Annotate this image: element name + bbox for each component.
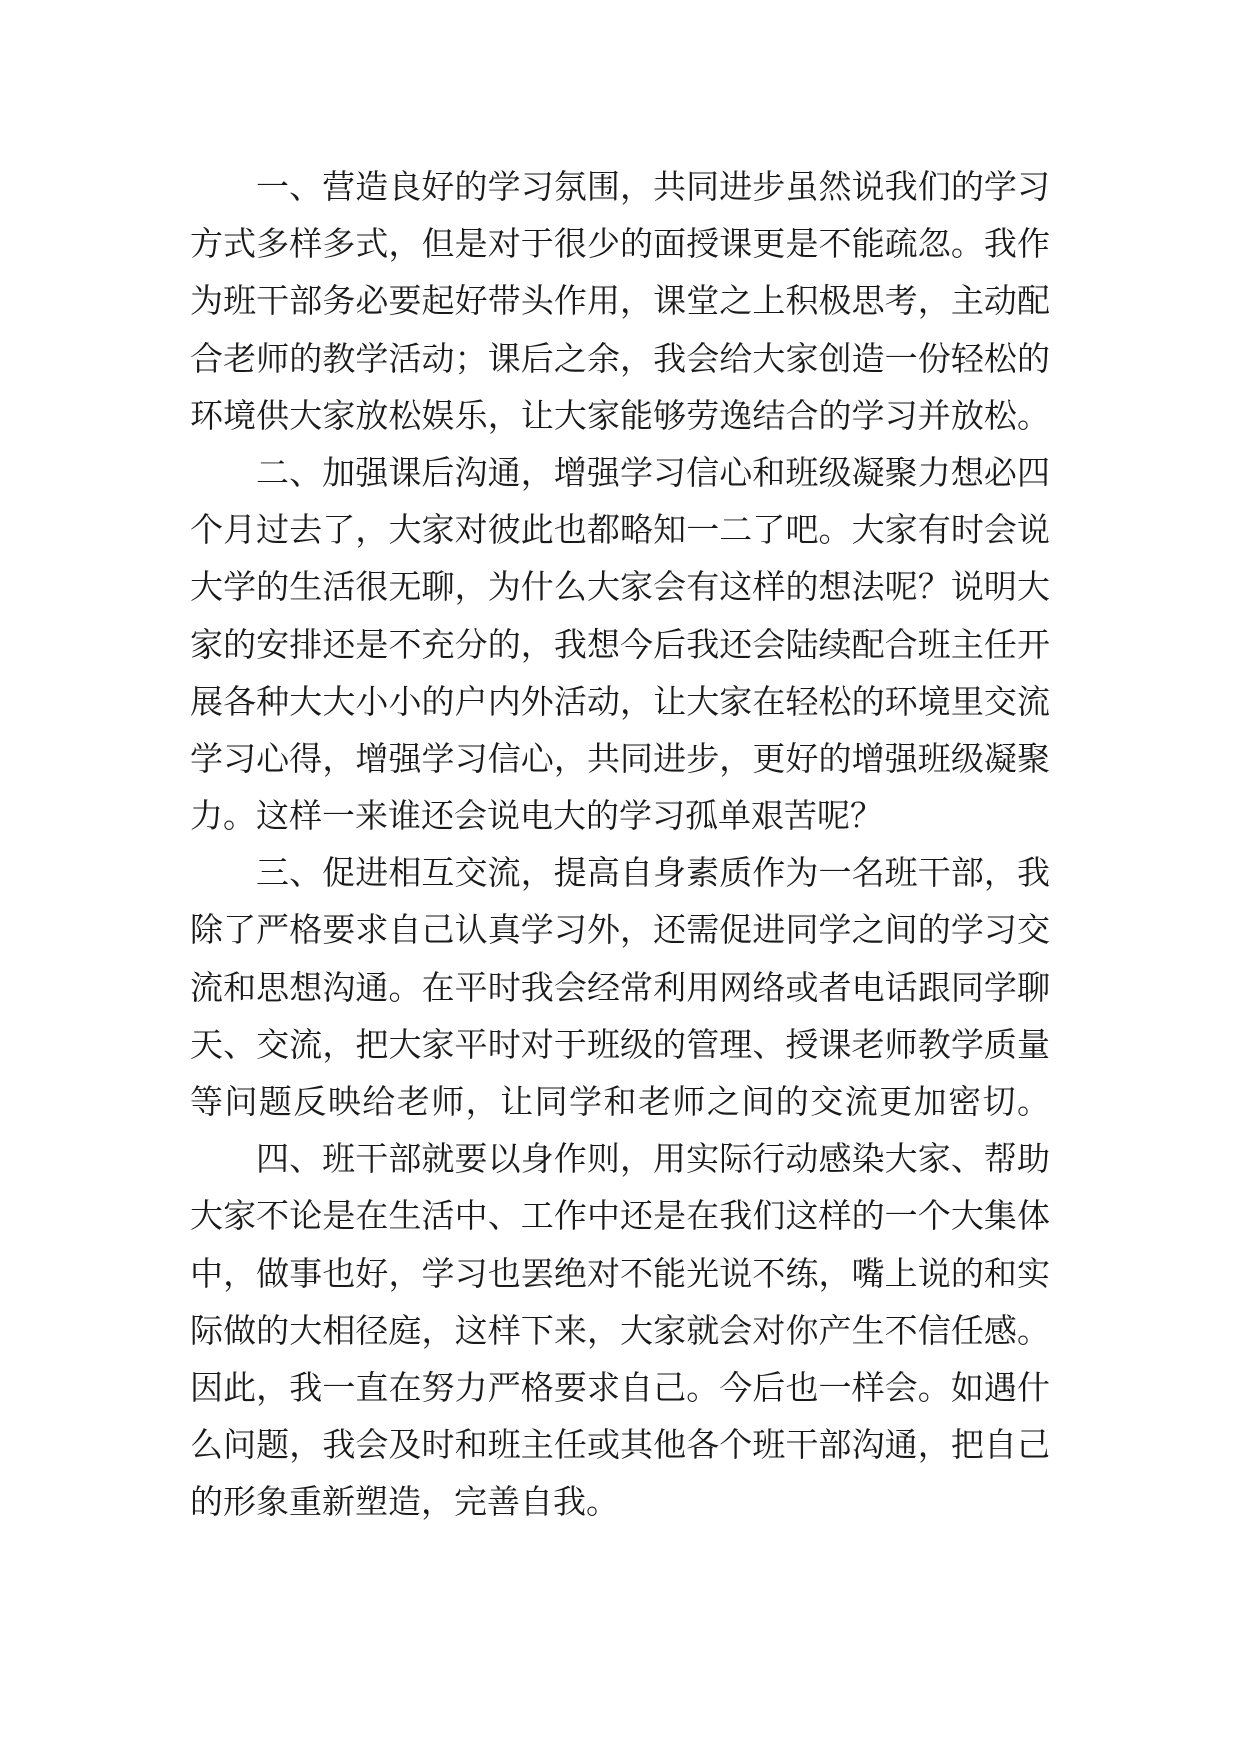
text-line: 为班干部务必要起好带头作用，课堂之上积极思考，主动配	[190, 281, 1050, 321]
text-line: 大学的生活很无聊，为什么大家会有这样的想法呢？说明大	[190, 567, 1050, 607]
text-line: 么问题，我会及时和班主任或其他各个班干部沟通，把自己	[190, 1425, 1050, 1465]
text-line: 三、促进相互交流，提高自身素质作为一名班干部，我	[256, 853, 1050, 893]
text-line: 环境供大家放松娱乐，让大家能够劳逸结合的学习并放松。	[190, 395, 1050, 435]
text-line: 等问题反映给老师，让同学和老师之间的交流更加密切。	[190, 1082, 1050, 1121]
text-line: 大家不论是在生活中、工作中还是在我们这样的一个大集体	[190, 1196, 1050, 1236]
text-line: 家的安排还是不充分的，我想今后我还会陆续配合班主任开	[190, 624, 1050, 664]
text-line: 个月过去了，大家对彼此也都略知一二了吧。大家有时会说	[190, 510, 1050, 550]
text-line: 展各种大大小小的户内外活动，让大家在轻松的环境里交流	[190, 681, 1050, 721]
text-line: 除了严格要求自己认真学习外，还需促进同学之间的学习交	[190, 910, 1050, 950]
text-line: 一、营造良好的学习氛围，共同进步虽然说我们的学习	[256, 167, 1050, 206]
paragraph-1	[190, 158, 1050, 444]
paragraph-4	[190, 1130, 1050, 1530]
paragraph-3	[190, 844, 1050, 1130]
text-line: 的形象重新塑造，完善自我。	[190, 1482, 619, 1522]
text-line: 合老师的教学活动；课后之余，我会给大家创造一份轻松的	[190, 338, 1050, 378]
text-line: 中，做事也好，学习也罢绝对不能光说不练，嘴上说的和实	[190, 1253, 1050, 1293]
text-line: 际做的大相径庭，这样下来，大家就会对你产生不信任感。	[190, 1310, 1050, 1350]
paragraph-2	[190, 444, 1050, 844]
text-line: 二、加强课后沟通，增强学习信心和班级凝聚力想必四	[256, 452, 1050, 492]
document-body	[190, 158, 1050, 1531]
text-line: 学习心得，增强学习信心，共同进步，更好的增强班级凝聚	[190, 738, 1050, 778]
text-line: 四、班干部就要以身作则，用实际行动感染大家、帮助	[256, 1139, 1050, 1179]
text-line: 因此，我一直在努力严格要求自己。今后也一样会。如遇什	[190, 1367, 1050, 1407]
text-line: 流和思想沟通。在平时我会经常利用网络或者电话跟同学聊	[190, 967, 1050, 1007]
text-line: 力。这样一来谁还会说电大的学习孤单艰苦呢？	[190, 796, 883, 836]
text-line: 方式多样多式，但是对于很少的面授课更是不能疏忽。我作	[190, 224, 1050, 264]
text-line: 天、交流，把大家平时对于班级的管理、授课老师教学质量	[190, 1024, 1050, 1064]
